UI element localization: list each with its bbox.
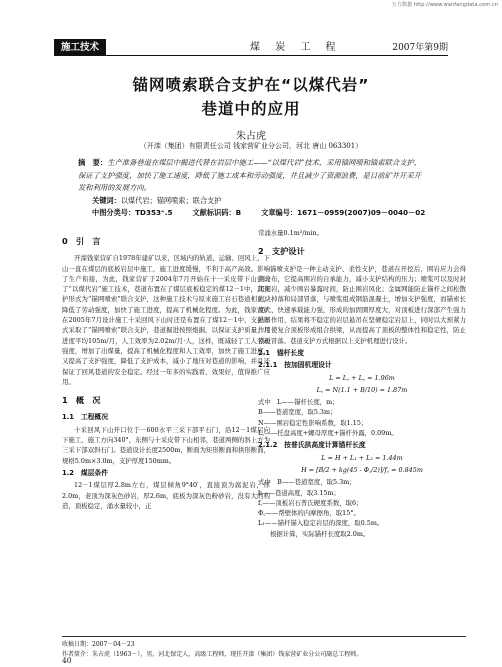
abstract-text: 生产准备巷道在煤层中掘进代替在岩层中施工——“以煤代岩”技术，采用锚网喷和锚索联合支护，保证了支护强度，加快了施工速度，降低了施工成本和劳动强度，并且减少了资源浪费，是目前矿井开采开发和利用的发展方向。 [78, 158, 422, 193]
section-1-2-heading: 1.2 煤层条件 [62, 468, 109, 477]
page-header [54, 37, 448, 56]
section-0-text: 开滦钱家营矿自1978年建矿以来，区域内的轨道、运输、回风上、下山一直在煤层的底板岩层中施工，施工进度缓慢，不利于高产高效。影响了生产衔接，为此，钱家营矿于2004年7月开始在十一采皮带下山尝试了“以煤代岩”施工技术，巷道布置在了煤层底板稳定的煤12－1中，其支护形式为“锚网喷索”联合支护，这种施工技术与原来施工岩石巷道相比，降低了劳动强度，加快了施工进度，提高了机械化程度。为此，钱家营矿在2005年7月设计施工十采回风下山时还是布置在了煤12－1中，支护形式采取了“锚网喷索”联合支护，巷道掘进按照炮掘，以保证支护质量，月进度平均105m/月，人工效率为2.02m/月·人，这样，既减轻了工人劳动强度，增加了出煤量，提高了机械化程度和人工效率，加快了施工进度，又提高了支护强度，降低了支护成本，减小了地压对巷道的影响，并且还保证了回风巷道的安全稳定。经过一年多的实践看，效果好，值得推广应用。 [62, 254, 270, 386]
footnote [62, 636, 466, 660]
right-column [258, 228, 466, 539]
document-code: 文献标识码：B [192, 208, 242, 217]
section-1-1-heading: 1.1 工程概况 [62, 413, 109, 422]
section-1-heading: 1 概 况 [62, 395, 101, 406]
conclusion-line: 根据计算，实际锚杆长度取2.0m。 [270, 529, 370, 538]
watermark: 万方数据 http://www.wanfangdata.com.cn [391, 2, 498, 8]
continued-text: 常涌水量0.1m³/min。 [258, 229, 324, 237]
clc-number: 中图分类号：TD353⁺.5 [92, 208, 173, 217]
article-number: 文章编号：1671－0959(2007)09－0040－02 [261, 208, 426, 217]
keywords-label: 关键词： [92, 196, 121, 205]
page-number: 40 [62, 656, 72, 665]
definition-line: 式中 B——巷道宽度，取5.3m； [258, 478, 356, 487]
abstract-label: 摘 要： [78, 158, 108, 167]
keywords [92, 196, 221, 206]
equation-1: L = L꜀ + L꜀ = 1.96m [329, 373, 395, 382]
abstract [78, 157, 428, 195]
equation-3: L = H + L₁ + L₂ = 1.44m [321, 453, 403, 462]
definition-line: L₁——锚杆锚入稳定岩层的深度，取0.5m。 [258, 519, 384, 528]
author-name: 朱占虎 [236, 131, 266, 142]
section-0-heading: 0 引 言 [62, 236, 101, 246]
definition-line: f꜀——顶板岩石普氏硬度系数，取6； [258, 498, 363, 507]
section-1-1-text: 十采回风下山开口位于－600水平三采下部平石门，沿12－1煤层向下施工，施工方向340°，东侧与十采皮带下山相邻，巷道两侧的斜上方为三采下部双斜石门。巷道设计长度2500m，断面为矩形断面和拱形断面，规格5.0m×3.0m，支护厚度150mm。 [62, 425, 270, 465]
equation-4: H = [B/2 + kg(45 - Φ꜀/2)]/f꜀ = 0.845m [301, 465, 423, 474]
journal-name: 煤 炭 工 程 [250, 42, 342, 53]
definition-line: L꜀——托盘高度+螺母厚度+锚杆外露，0.09m。 [258, 429, 398, 438]
article-title-line1: 锚网喷索联合支护在“以煤代岩” [132, 76, 370, 94]
definition-line: h——巷道高度，取3.15m； [258, 488, 340, 497]
section-tag: 施工技术 [54, 39, 106, 55]
definition-line: B——巷道宽度，取5.3m； [258, 408, 337, 417]
equation-2: L꜀ = N(1.1 + B/10) = 1.87m [316, 385, 408, 394]
article-title-line2: 巷道中的应用 [201, 100, 301, 118]
definition-line: Φ꜀——帮壁体的内摩擦角，取15°。 [258, 509, 360, 518]
left-column [62, 228, 270, 511]
section-2-heading: 2 支护设计 [258, 246, 305, 257]
definition-line: N——围岩稳定性影响系数，取1.15； [258, 418, 368, 427]
received-date: 收稿日期：2007－04－23 [62, 641, 135, 648]
keywords-text: 以煤代岩；锚网喷索；联合支护 [120, 196, 222, 205]
section-2-1-1-heading: 2.1.1 按加固机理设计 [258, 361, 332, 370]
section-1-2-text: 12－1煤层厚2.8m左右，煤层倾角9°40′，直接顶为腐泥岩，厚2.0m，老顶为深灰色砂岩，厚2.6m，底板为深灰色粉砂岩，没有大的构造，顶板稳定，涌水量较小，正 [62, 481, 270, 510]
affiliation: （开滦（集团）有限责任公司 钱家营矿业分公司，河北 唐山 063301） [139, 142, 363, 150]
section-2-1-heading: 2.1 锚杆长度 [258, 348, 305, 357]
author-info: 作者简介：朱占虎（1963－），男，河北保定人，高级工程师，现任开滦（集团）钱家营矿业分公司副总工程师。 [62, 651, 363, 658]
issue-label: 2007年第9期 [392, 43, 448, 53]
section-2-text: 锚喷支护是一种主动支护、柔性支护，巷道在开挖后，围岩应力会得到分布，它提高围岩的自承能力，减小支护结构的压力；喷浆可以及时封闭围岩，减少围岩暴露时间，防止围岩风化；金属网能防止锚杆之间松散岩块掉落和局部冒落，与喷浆组成钢筋混凝土，增加支护强度，而锚索长度大、快速承载能力强，形成的加固圈厚度大，对顶板进行深部产生强力悬吊作用，结果将不稳定的岩层悬吊在坚硬稳定岩层上，同时以大预紧力作用使复合顶板形成组合拱梁，从而提高了顶板的整体性和稳定性，防止顶板冒落。巷道支护方式根据以上支护机理进行设计。 [258, 264, 466, 345]
definition-line: 式中 L——锚杆长度，m； [258, 398, 339, 407]
section-2-1-2-heading: 2.1.2 按普氏拱高度计算锚杆长度 [258, 441, 366, 450]
classification-line [92, 208, 432, 218]
